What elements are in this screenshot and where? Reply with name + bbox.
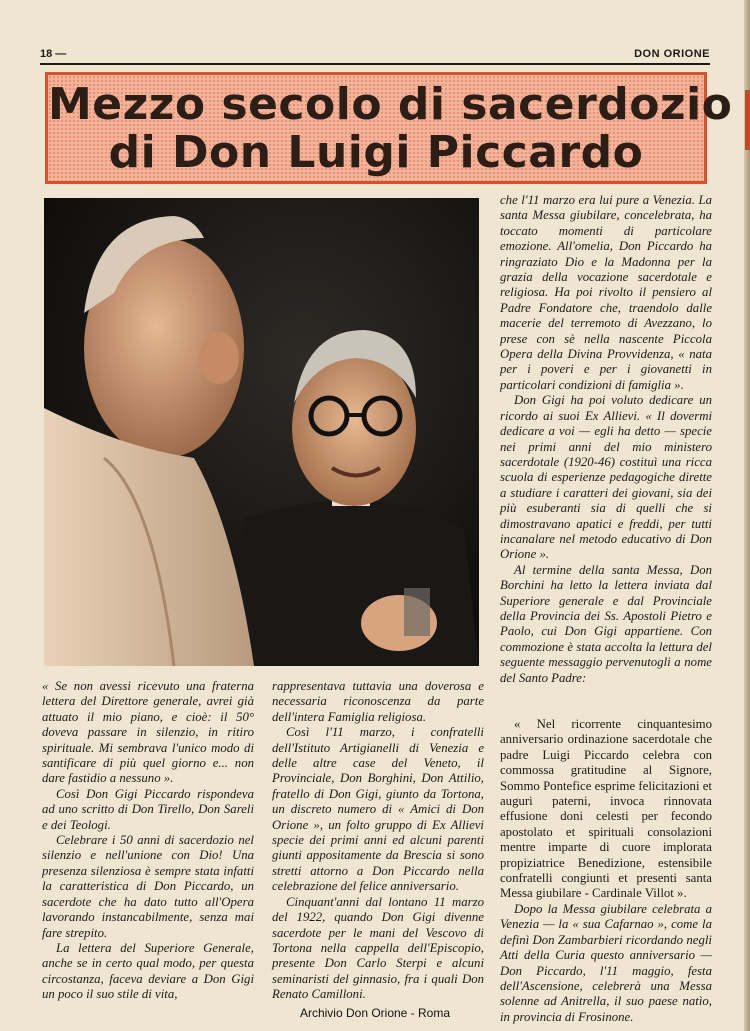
magazine-name: DON ORIONE: [634, 48, 710, 60]
article-title-box: [45, 72, 733, 184]
paragraph: che l'11 marzo era lui pure a Venezia. La santa Messa giubilare, concelebrata, ha toccato momenti di particolare emozione. All'omelia, Don Piccardo ha ringraziato Dio e la Madonna per la grazia della vocazione sacerdotale e religiosa. Ha poi rivolto il pensiero al Padre Fondatore che, traendolo dalle macerie del terremoto di Avezzano, lo prese con sè nella nascente Piccola Opera della Divina Provvidenza, « nata per i poveri e per i giovanetti in particolari condizioni di famiglia ».: [500, 193, 712, 392]
article-column-right-top: [500, 193, 712, 686]
papal-message: « Nel ricorrente cinquantesimo anniversario ordinazione sacerdotale che padre Luigi Piccardo celebra con commossa gratitudine al Signore, Sommo Pontefice esprime felicitazioni et auguri paterni, invoca rinnovata effusione doni celesti per fecondo apostolato et spirituali consolazioni mentre imparte di cuore implorata propiziatrice Benedizione, estensibile confratelli congiunti et presenti santa Messa giubilare - Cardinale Villot ».: [500, 717, 712, 901]
paragraph: Al termine della santa Messa, Don Borchini ha letto la lettera inviata dal Superiore generale e dal Provinciale della Provincia dei Ss. Apostoli Pietro e Paolo, cui Don Gigi appartiene. Con commozione è stata accolta la lettura del seguente messaggio pervenutogli a nome del Santo Padre:: [500, 562, 712, 685]
paragraph: Don Gigi ha poi voluto dedicare un ricordo ai suoi Ex Allievi. « Il dovermi dedicare a voi — egli ha detto — specie nei primi anni del mio ministero sacerdotale (1920-46) costituì una ricca scuola di esperienze pedagogiche dirette a studiare i caratteri dei giovani, sia dei più esuberanti sia di quelli che si dimostravano apatici e freddi, per tutti incanalare nel metodo educativo di Don Orione ».: [500, 393, 712, 562]
paragraph: Dopo la Messa giubilare celebrata a Venezia — la « sua Cafarnao », come la definì Don Zambarbieri ricordando negli Atti della Curia questo anniversario — Don Piccardo, l'11 maggio, festa dell'Ascensione, celebrerà una Messa solenne ad Anitrella, il suo paese natìo, in provincia di Frosinone.: [500, 901, 712, 1024]
article-column-right-bottom: [500, 717, 712, 1025]
header-rule: [40, 63, 710, 65]
paragraph: Così Don Gigi Piccardo rispondeva ad uno scritto di Don Tirello, Don Sareli e dei Teologi.: [42, 786, 254, 832]
archive-footer: Archivio Don Orione - Roma: [299, 1006, 451, 1020]
paragraph: « Se non avessi ricevuto una fraterna lettera del Direttore generale, avrei già attuato il mio piano, e cioè: il 50° doveva passare in silenzio, in ritiro spirituale. Mi sembrava l'unico modo di santificare di più quel giorno e... non dare fastidio a nessuno ».: [42, 679, 254, 786]
paragraph: Così l'11 marzo, i confratelli dell'Istituto Artigianelli di Venezia e delle altre case del Veneto, il Provinciale, Don Borghini, Don Attilio, fratello di Don Gigi, giunto da Tortona, un discreto numero di « Amici di Don Orione », un folto gruppo di Ex Allievi specie dei primi anni ed alcuni parenti giunti appositamente da Brescia si sono stretti attorno a Don Piccardo nella celebrazione del felice anniversario.: [272, 725, 484, 894]
page-tab: [745, 90, 750, 150]
article-column-middle: [272, 679, 484, 1003]
article-title-line-2: di Don Luigi Piccardo: [108, 127, 644, 178]
article-column-left: [42, 679, 254, 1003]
page-number: 18 —: [40, 48, 67, 60]
article-photo: [44, 198, 479, 666]
article-title-line-1: Mezzo secolo di sacerdozio: [48, 79, 733, 130]
paragraph: La lettera del Superiore Generale, anche se in certo qual modo, per questa circostanza, faceva deviare a Don Gigi un poco il suo stile di vita,: [42, 940, 254, 1002]
paragraph: rappresentava tuttavia una doverosa e necessaria riconoscenza da parte dell'intera Famiglia religiosa.: [272, 679, 484, 724]
paragraph: Celebrare i 50 anni di sacerdozio nel silenzio e nell'unione con Dio! Una presenza silenziosa è sempre stata infatti la caratteristica di Don Piccardo, un sacerdote che ha dato tutto all'Opera lavorando instancabilmente, senza mai fare strepito.: [42, 833, 254, 940]
page-edge: [744, 0, 750, 1031]
paragraph: Cinquant'anni dal lontano 11 marzo del 1922, quando Don Gigi divenne sacerdote per le mani del Vescovo di Tortona nella cappella dell'Episcopio, presente Don Carlo Sterpi e alcuni seminaristi del ginnasio, fra i quali Don Renato Camilloni.: [272, 894, 484, 1002]
photo-pope-and-priest-icon: [44, 198, 479, 666]
